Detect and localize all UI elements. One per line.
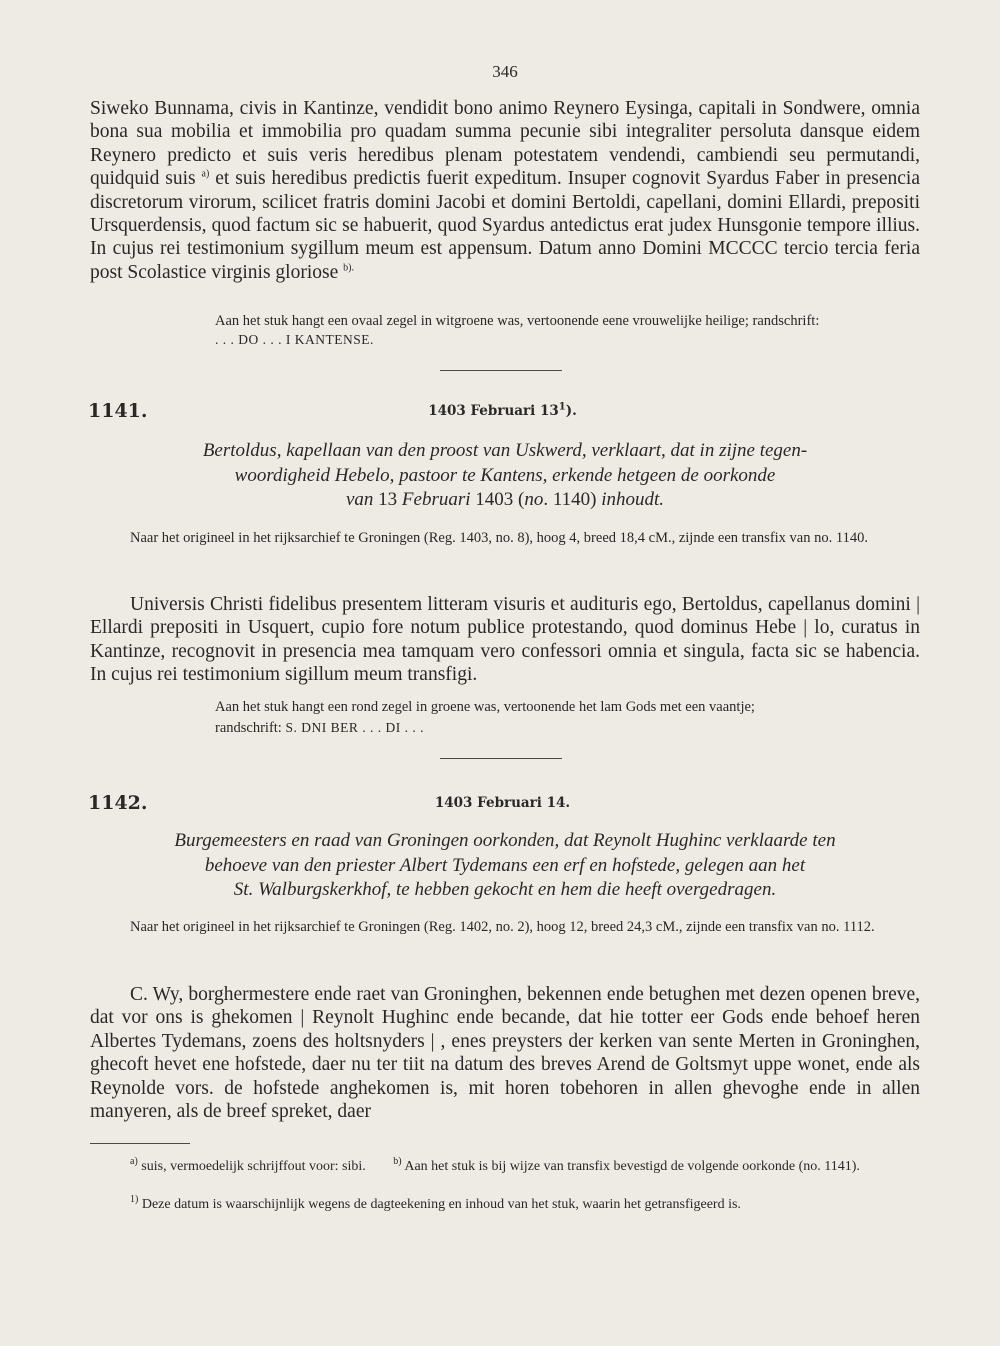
footnote-1 xyxy=(90,1195,920,1214)
opening-paragraph xyxy=(90,97,920,287)
summary-van: van xyxy=(345,489,374,510)
seal-description-1141: Aan het stuk hangt een rond zegel in groene was, vertoonende het lam Gods met een vaantje; xyxy=(215,699,755,715)
section-divider xyxy=(440,370,562,371)
summary-month: Februari xyxy=(401,489,471,510)
charter-number-1141: 1141. xyxy=(88,400,148,422)
footnote-b-text: Aan het stuk is bij wijze van transfix bevestigd de volgende oorkonde (no. 1141). xyxy=(404,1159,860,1174)
footnote-a-text: suis, vermoedelijk schrijffout voor: sibi. xyxy=(141,1159,366,1174)
summary-year: 1403 ( xyxy=(475,489,525,510)
footnote-1-label: 1) xyxy=(130,1194,139,1206)
seal-inscription: . . . DO . . . I KANTENSE. xyxy=(215,332,374,347)
summary-end: inhoudt. xyxy=(601,489,665,510)
page-number: 346 xyxy=(492,62,518,81)
paragraph-part-1: Siweko Bunnama, civis in Kantinze, vendidit bono animo Reynero Eysinga, capitali in Sondwere, omnia bona sua mobilia et immobilia pro quadam summa pecunie sibi integraliter persoluta dansque eidem Reynero predicto et suis veris heredibus plenam potestatem vendendi, cambiendi seu permutandi, quidquid suis xyxy=(90,98,920,190)
source-note-1142: Naar het origineel in het rijksarchief te Groningen (Reg. 1402, no. 2), hoog 12, breed 24,3 cM., zijnde een transfix van no. 1112. xyxy=(130,919,875,935)
source-note-1141: Naar het origineel in het rijksarchief te Groningen (Reg. 1403, no. 8), hoog 4, breed 18,4 cM., zijnde een transfix van no. 1140. xyxy=(130,530,868,546)
summary-line-2: woordigheid Hebelo, pastoor te Kantens, erkende hetgeen de oorkonde xyxy=(234,464,776,486)
section-divider-2 xyxy=(440,758,562,759)
seal-inscription-1141 xyxy=(215,718,424,739)
charter-text-1141: Universis Christi fidelibus presentem litteram visuris et audituris ego, Bertoldus, capellanus domini | Ellardi prepositi in Usquert, cupio fore notum publice protestando, quod dominus Hebe | lo, curatus in Kantinze, recognovit in presencia mea tamquam vero confessori omnia et singula, facta sic se habencia. In cujus rei testimonium sigillum meum transfigi. xyxy=(90,594,920,686)
footnote-1-text: Deze datum is waarschijnlijk wegens de dagteekening en inhoud van het stuk, waarin het getransfigeerd is. xyxy=(141,1197,741,1212)
footnote-divider xyxy=(90,1143,190,1144)
footnotes-a-b xyxy=(90,1157,920,1176)
summary-ref: . 1140) xyxy=(543,489,597,510)
date-footnote-paren: ). xyxy=(565,403,577,419)
date-footnote-marker: 1 xyxy=(558,401,566,413)
summary-no: no xyxy=(524,489,544,510)
charter-date-1141 xyxy=(380,403,625,419)
summary-day: 13 xyxy=(378,489,398,510)
seal-description: Aan het stuk hangt een ovaal zegel in witgroene was, vertoonende eene vrouwelijke heilige; randschrift: xyxy=(215,313,820,329)
summary-line-3: St. Walburgskerkhof, te hebben gekocht en hem die heeft overgedragen. xyxy=(233,879,777,900)
charter-text-1142: C. Wy, borghermestere ende raet van Groninghen, bekennen ende betughen met dezen openen breve, dat vor ons is ghekomen | Reynolt Hughinc ende becande, dat hie totter eer Gods ende behoef heren Albertes Tydemans, zoens des holtsnyders | , enes preysters der kerken van sente Merten in Groninghen, ghecoft hevet ene hofstede, daer nu ter tiit na datum des breves Arend de Goltsmyt uppe wonet, ende als Reynolde vors. de hofstede anghekomen is, mit horen tobehoren in allen ghevoghe ende in allen manyeren, als de breef spreket, daer xyxy=(90,984,920,1123)
summary-line-1: Bertoldus, kapellaan van den proost van Uskwerd, verklaart, dat in zijne tegen- xyxy=(202,440,808,461)
footnote-b-marker: b). xyxy=(343,262,354,274)
footnote-a-label: a) xyxy=(130,1156,138,1168)
summary-line-2: behoeve van den priester Albert Tydemans een erf en hofstede, gelegen aan het xyxy=(204,854,806,876)
charter-number-1142: 1142. xyxy=(88,792,148,814)
paragraph-part-2: et suis heredibus predictis fuerit expeditum. Insuper cognovit Syardus Faber in presencia discretorum virorum, scilicet fratris domini Jacobi et domini Bertoldi, capellani, domini Ellardi, prepositi Ursquerdensis, quod factum sic se habuerit, quod Syardus antedictus erat judex Hunsgonie tempore illius. In cujus rei testimonium sygillum meum est appensum. Datum anno Domini MCCCC tercio tercia feria post Scolastice virginis gloriose xyxy=(90,168,921,283)
footnote-b-label: b) xyxy=(393,1156,402,1168)
seal-inscription-text: S. DNI BER . . . DI . . . xyxy=(285,720,424,735)
summary-line-3 xyxy=(90,488,920,513)
charter-summary-1142 xyxy=(90,829,920,903)
seal-prefix: randschrift: xyxy=(215,720,282,736)
footnote-a-marker: a) xyxy=(201,168,210,180)
charter-summary-1141 xyxy=(90,439,920,513)
date-text: 1403 Februari 13 xyxy=(428,403,559,419)
summary-line-1: Burgemeesters en raad van Groningen oorkonden, dat Reynolt Hughinc verklaarde ten xyxy=(174,830,836,851)
charter-date-1142: 1403 Februari 14. xyxy=(434,795,571,811)
